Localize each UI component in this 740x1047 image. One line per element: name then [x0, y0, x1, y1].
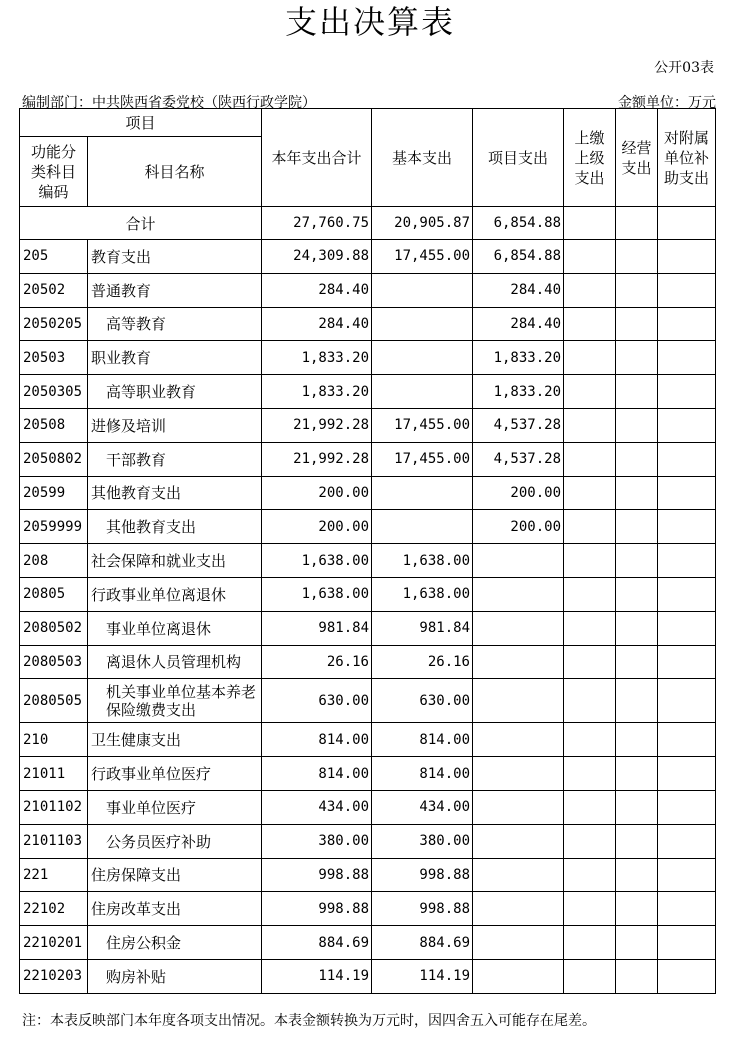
row-operating	[616, 577, 658, 611]
table-row	[20, 442, 716, 476]
header-func-code: 功能分类科目编码	[20, 137, 88, 207]
row-subsidy	[658, 892, 716, 926]
table-row	[20, 273, 716, 307]
table-row	[20, 476, 716, 510]
row-name: 机关事业单位基本养老保险缴费支出	[88, 679, 262, 723]
row-project	[473, 611, 564, 645]
row-name: 教育支出	[88, 240, 262, 274]
row-name: 事业单位医疗	[88, 790, 262, 824]
row-basic: 17,455.00	[372, 408, 473, 442]
row-project: 200.00	[473, 510, 564, 544]
table-row	[20, 307, 716, 341]
header-project: 项目支出	[473, 109, 564, 207]
row-basic: 434.00	[372, 790, 473, 824]
row-operating	[616, 892, 658, 926]
row-code: 210	[20, 723, 88, 757]
row-basic	[372, 273, 473, 307]
row-total: 1,638.00	[262, 544, 372, 578]
row-project: 4,537.28	[473, 408, 564, 442]
row-operating	[616, 240, 658, 274]
row-operating	[616, 645, 658, 679]
row-code: 2080505	[20, 679, 88, 723]
row-upper	[564, 679, 616, 723]
row-name: 进修及培训	[88, 408, 262, 442]
row-project	[473, 790, 564, 824]
row-upper	[564, 757, 616, 791]
row-subsidy	[658, 408, 716, 442]
row-project	[473, 892, 564, 926]
row-name: 事业单位离退休	[88, 611, 262, 645]
row-project	[473, 577, 564, 611]
row-subsidy	[658, 577, 716, 611]
row-operating	[616, 375, 658, 409]
row-code: 2080503	[20, 645, 88, 679]
row-project	[473, 645, 564, 679]
row-basic: 17,455.00	[372, 240, 473, 274]
row-upper	[564, 240, 616, 274]
row-name: 社会保障和就业支出	[88, 544, 262, 578]
row-name: 行政事业单位离退休	[88, 577, 262, 611]
row-basic: 814.00	[372, 723, 473, 757]
row-project: 1,833.20	[473, 341, 564, 375]
table-row	[20, 577, 716, 611]
header-operating: 经营支出	[616, 109, 658, 207]
row-name: 其他教育支出	[88, 476, 262, 510]
row-total: 1,833.20	[262, 375, 372, 409]
row-code: 208	[20, 544, 88, 578]
row-basic	[372, 307, 473, 341]
row-subsidy	[658, 544, 716, 578]
row-name: 行政事业单位医疗	[88, 757, 262, 791]
row-subsidy	[658, 723, 716, 757]
row-subsidy	[658, 858, 716, 892]
row-total: 884.69	[262, 926, 372, 960]
row-upper	[564, 645, 616, 679]
row-operating	[616, 824, 658, 858]
row-subsidy	[658, 375, 716, 409]
row-name: 职业教育	[88, 341, 262, 375]
row-code: 2080502	[20, 611, 88, 645]
table-row	[20, 723, 716, 757]
row-code: 2101103	[20, 824, 88, 858]
row-total: 998.88	[262, 892, 372, 926]
row-subsidy	[658, 926, 716, 960]
row-subsidy	[658, 341, 716, 375]
row-upper	[564, 824, 616, 858]
row-basic: 17,455.00	[372, 442, 473, 476]
row-operating	[616, 858, 658, 892]
row-basic: 998.88	[372, 892, 473, 926]
total-basic: 20,905.87	[372, 207, 473, 240]
row-operating	[616, 544, 658, 578]
page-title: 支出决算表	[284, 3, 455, 41]
row-project	[473, 757, 564, 791]
row-basic: 981.84	[372, 611, 473, 645]
row-project	[473, 824, 564, 858]
row-code: 20508	[20, 408, 88, 442]
table-row	[20, 757, 716, 791]
row-operating	[616, 757, 658, 791]
total-project: 6,854.88	[473, 207, 564, 240]
row-operating	[616, 442, 658, 476]
row-basic: 814.00	[372, 757, 473, 791]
row-basic	[372, 476, 473, 510]
row-code: 2050305	[20, 375, 88, 409]
row-basic	[372, 375, 473, 409]
row-code: 205	[20, 240, 88, 274]
row-project	[473, 926, 564, 960]
row-operating	[616, 679, 658, 723]
table-row	[20, 544, 716, 578]
table-row	[20, 645, 716, 679]
table-row	[20, 408, 716, 442]
row-name: 住房公积金	[88, 926, 262, 960]
table-row	[20, 790, 716, 824]
row-code: 21011	[20, 757, 88, 791]
row-project	[473, 858, 564, 892]
total-upper	[564, 207, 616, 240]
header-total: 本年支出合计	[262, 109, 372, 207]
total-label: 合计	[20, 207, 262, 240]
table-row	[20, 679, 716, 723]
row-code: 2210203	[20, 959, 88, 993]
row-name: 住房改革支出	[88, 892, 262, 926]
row-upper	[564, 577, 616, 611]
total-row	[20, 207, 716, 240]
row-subsidy	[658, 645, 716, 679]
row-name: 其他教育支出	[88, 510, 262, 544]
row-code: 2059999	[20, 510, 88, 544]
row-total: 200.00	[262, 510, 372, 544]
row-total: 380.00	[262, 824, 372, 858]
row-upper	[564, 892, 616, 926]
row-project: 284.40	[473, 273, 564, 307]
table-row	[20, 858, 716, 892]
row-subsidy	[658, 790, 716, 824]
row-upper	[564, 307, 616, 341]
row-operating	[616, 723, 658, 757]
row-operating	[616, 926, 658, 960]
row-subsidy	[658, 959, 716, 993]
table-code: 公开03表	[654, 60, 714, 76]
row-operating	[616, 408, 658, 442]
row-subsidy	[658, 273, 716, 307]
table-row	[20, 510, 716, 544]
row-basic: 998.88	[372, 858, 473, 892]
row-name: 高等教育	[88, 307, 262, 341]
row-code: 20599	[20, 476, 88, 510]
row-total: 200.00	[262, 476, 372, 510]
row-subsidy	[658, 510, 716, 544]
row-basic: 1,638.00	[372, 577, 473, 611]
row-basic: 884.69	[372, 926, 473, 960]
total-amount: 27,760.75	[262, 207, 372, 240]
row-upper	[564, 959, 616, 993]
row-upper	[564, 926, 616, 960]
row-upper	[564, 611, 616, 645]
row-total: 630.00	[262, 679, 372, 723]
footnote: 注：本表反映部门本年度各项支出情况。本表金额转换为万元时，因四舍五入可能存在尾差。	[22, 1013, 596, 1029]
org-label: 编制部门：中共陕西省委党校（陕西行政学院）	[22, 95, 316, 111]
table-row	[20, 926, 716, 960]
row-total: 24,309.88	[262, 240, 372, 274]
row-upper	[564, 723, 616, 757]
row-subsidy	[658, 442, 716, 476]
row-total: 284.40	[262, 273, 372, 307]
row-basic	[372, 510, 473, 544]
row-total: 26.16	[262, 645, 372, 679]
row-total: 434.00	[262, 790, 372, 824]
row-subsidy	[658, 611, 716, 645]
row-subsidy	[658, 240, 716, 274]
row-upper	[564, 858, 616, 892]
header-basic: 基本支出	[372, 109, 473, 207]
row-basic: 26.16	[372, 645, 473, 679]
row-total: 1,638.00	[262, 577, 372, 611]
row-total: 114.19	[262, 959, 372, 993]
row-total: 1,833.20	[262, 341, 372, 375]
row-project: 1,833.20	[473, 375, 564, 409]
row-code: 2050802	[20, 442, 88, 476]
row-subsidy	[658, 824, 716, 858]
header-subsidy: 对附属单位补助支出	[658, 109, 716, 207]
row-basic: 630.00	[372, 679, 473, 723]
row-project: 6,854.88	[473, 240, 564, 274]
row-operating	[616, 959, 658, 993]
row-total: 814.00	[262, 723, 372, 757]
row-name: 普通教育	[88, 273, 262, 307]
row-name: 离退休人员管理机构	[88, 645, 262, 679]
row-project	[473, 959, 564, 993]
row-basic: 1,638.00	[372, 544, 473, 578]
row-project	[473, 723, 564, 757]
row-code: 20805	[20, 577, 88, 611]
row-subsidy	[658, 679, 716, 723]
expenditure-table	[19, 108, 716, 994]
row-total: 21,992.28	[262, 442, 372, 476]
row-code: 2210201	[20, 926, 88, 960]
row-operating	[616, 790, 658, 824]
row-name: 卫生健康支出	[88, 723, 262, 757]
row-basic: 380.00	[372, 824, 473, 858]
total-subsidy	[658, 207, 716, 240]
row-project: 284.40	[473, 307, 564, 341]
row-total: 21,992.28	[262, 408, 372, 442]
header-subject-name: 科目名称	[88, 137, 262, 207]
row-code: 20502	[20, 273, 88, 307]
row-total: 284.40	[262, 307, 372, 341]
row-total: 814.00	[262, 757, 372, 791]
row-operating	[616, 510, 658, 544]
table-row	[20, 341, 716, 375]
unit-label: 金额单位：万元	[618, 95, 716, 111]
header-item: 项目	[20, 109, 262, 137]
row-name: 住房保障支出	[88, 858, 262, 892]
row-total: 998.88	[262, 858, 372, 892]
row-project	[473, 544, 564, 578]
row-code: 22102	[20, 892, 88, 926]
row-project: 200.00	[473, 476, 564, 510]
row-name: 公务员医疗补助	[88, 824, 262, 858]
row-operating	[616, 307, 658, 341]
table-row	[20, 824, 716, 858]
table-row	[20, 611, 716, 645]
row-operating	[616, 273, 658, 307]
row-total: 981.84	[262, 611, 372, 645]
row-basic: 114.19	[372, 959, 473, 993]
total-operating	[616, 207, 658, 240]
table-row	[20, 375, 716, 409]
row-basic	[372, 341, 473, 375]
row-upper	[564, 408, 616, 442]
row-upper	[564, 375, 616, 409]
row-code: 221	[20, 858, 88, 892]
row-subsidy	[658, 476, 716, 510]
row-code: 20503	[20, 341, 88, 375]
row-upper	[564, 273, 616, 307]
row-upper	[564, 341, 616, 375]
row-operating	[616, 341, 658, 375]
table-row	[20, 240, 716, 274]
row-subsidy	[658, 307, 716, 341]
row-code: 2050205	[20, 307, 88, 341]
row-subsidy	[658, 757, 716, 791]
row-operating	[616, 611, 658, 645]
row-project: 4,537.28	[473, 442, 564, 476]
table-row	[20, 892, 716, 926]
table-row	[20, 959, 716, 993]
row-upper	[564, 510, 616, 544]
header-upper: 上缴上级支出	[564, 109, 616, 207]
row-code: 2101102	[20, 790, 88, 824]
row-name: 高等职业教育	[88, 375, 262, 409]
row-upper	[564, 544, 616, 578]
row-operating	[616, 476, 658, 510]
row-upper	[564, 442, 616, 476]
row-name: 干部教育	[88, 442, 262, 476]
row-project	[473, 679, 564, 723]
row-upper	[564, 790, 616, 824]
row-upper	[564, 476, 616, 510]
row-name: 购房补贴	[88, 959, 262, 993]
